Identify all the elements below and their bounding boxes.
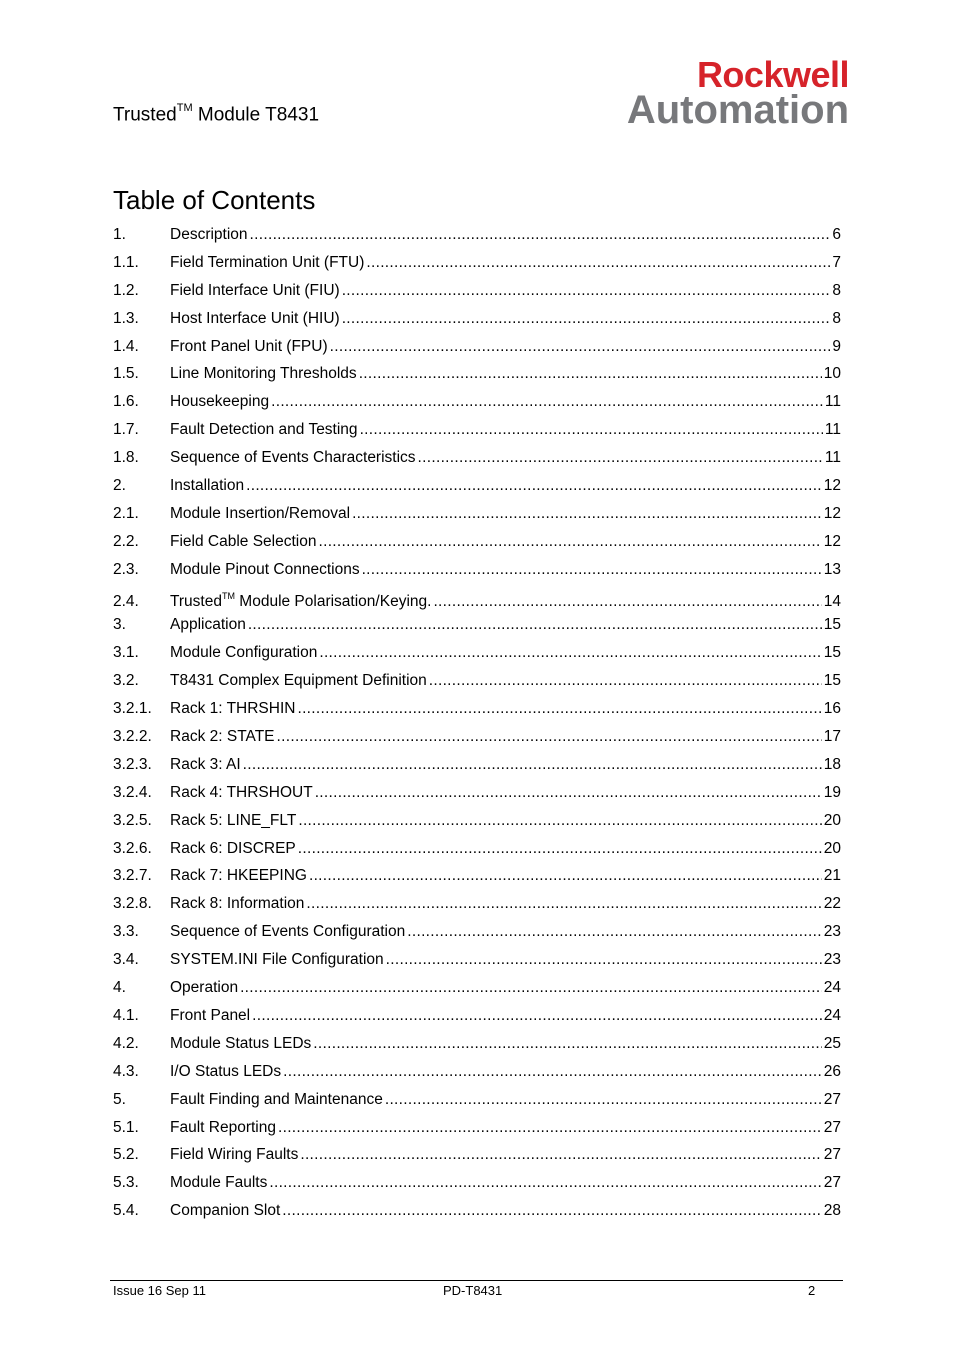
toc-entry-page: 9 [832, 337, 841, 355]
toc-dot-leader [277, 723, 822, 751]
toc-entry-number: 1. [113, 226, 126, 243]
toc-entry-page: 26 [823, 1062, 841, 1080]
toc-entry[interactable] [113, 249, 841, 277]
toc-entry-title: Host Interface Unit (HIU) [170, 309, 340, 327]
toc-entry-number: 3.2.7. [113, 867, 152, 885]
toc-entry[interactable] [113, 611, 841, 639]
toc-entry[interactable] [113, 1030, 841, 1058]
toc-entry[interactable] [113, 277, 841, 305]
toc-entry-title: Description [170, 226, 248, 243]
toc-entry[interactable] [113, 779, 841, 807]
toc-entry-number: 2.2. [113, 532, 139, 550]
toc-entry-title: Field Termination Unit (FTU) [170, 253, 365, 271]
toc-entry-page: 25 [823, 1034, 841, 1052]
toc-entry-title: Rack 5: LINE_FLT [170, 811, 297, 829]
toc-dot-leader [385, 1086, 822, 1114]
toc-dot-leader [269, 1169, 821, 1197]
toc-entry[interactable] [113, 835, 841, 863]
trademark-mark: TM [221, 590, 235, 601]
toc-entry-page: 11 [824, 421, 841, 439]
toc-entry-page: 15 [823, 672, 841, 690]
toc-entry[interactable] [113, 1086, 841, 1114]
toc-entry[interactable] [113, 1169, 841, 1197]
toc-entry[interactable] [113, 751, 841, 779]
toc-entry-number: 1.8. [113, 449, 139, 467]
toc-dot-leader [366, 249, 830, 277]
toc-entry-page: 11 [824, 449, 841, 467]
toc-dot-leader [252, 1002, 822, 1030]
toc-entry-number: 3.2.8. [113, 895, 152, 913]
toc-entry-page: 8 [832, 309, 841, 327]
toc-entry[interactable] [113, 221, 841, 249]
toc-dot-leader [250, 221, 831, 249]
toc-entry-page: 24 [823, 1006, 841, 1024]
toc-entry-page: 23 [823, 923, 841, 941]
toc-dot-leader [386, 946, 822, 974]
toc-entry-page: 13 [823, 560, 841, 578]
toc-entry-number: 1.7. [113, 421, 139, 439]
toc-entry-title: Rack 8: Information [170, 895, 305, 913]
toc-entry-title: Fault Detection and Testing [170, 421, 358, 439]
toc-entry-title-prefix: Trusted [170, 592, 222, 610]
toc-entry-title: Housekeeping [170, 393, 270, 411]
toc-entry-title: Line Monitoring Thresholds [170, 365, 357, 383]
toc-dot-leader [318, 528, 821, 556]
toc-dot-leader [298, 835, 822, 863]
toc-entry-title: T8431 Complex Equipment Definition [170, 672, 427, 690]
toc-entry-title: Companion Slot [170, 1202, 281, 1220]
toc-entry[interactable] [113, 556, 841, 584]
toc-entry-title: Module Insertion/Removal [170, 504, 351, 522]
toc-entry-number: 5. [113, 1090, 126, 1108]
toc-dot-leader [360, 416, 823, 444]
toc-dot-leader [246, 472, 822, 500]
toc-entry-number: 3.2.3. [113, 755, 152, 773]
toc-entry-title: Front Panel Unit (FPU) [170, 337, 328, 355]
toc-entry-page: 12 [823, 532, 841, 550]
document-title [113, 98, 319, 127]
toc-entry-number: 1.4. [113, 337, 139, 355]
trademark-mark: TM [176, 102, 193, 114]
toc-entry-title: Field Cable Selection [170, 532, 317, 550]
toc-dot-leader [282, 1197, 821, 1225]
toc-entry[interactable] [113, 862, 841, 890]
toc-heading: Table of Contents [113, 185, 316, 215]
toc-dot-leader [429, 667, 822, 695]
toc-entry[interactable] [113, 333, 841, 361]
toc-entry[interactable] [113, 1058, 841, 1086]
toc-entry-number: 1.5. [113, 365, 139, 383]
toc-entry-number: 4.2. [113, 1034, 139, 1052]
toc-entry-page: 28 [823, 1202, 841, 1220]
toc-entry-page: 6 [832, 226, 841, 243]
toc-entry-page: 12 [823, 477, 841, 495]
toc-dot-leader [315, 779, 822, 807]
toc-entry-page: 15 [823, 644, 841, 662]
toc-dot-leader [407, 918, 822, 946]
toc-dot-leader [352, 500, 822, 528]
toc-entry-number: 1.6. [113, 393, 139, 411]
toc-entry-title: Installation [170, 477, 245, 495]
toc-entry-page: 20 [823, 839, 841, 857]
toc-dot-leader [278, 1114, 822, 1142]
toc-entry-number: 3.2. [113, 672, 139, 690]
toc-entry-title: Fault Finding and Maintenance [170, 1090, 383, 1108]
toc-entry-page: 14 [823, 592, 841, 610]
toc-entry-number: 2.4. [113, 592, 139, 610]
toc-entry[interactable] [113, 946, 841, 974]
toc-entry-number: 4.1. [113, 1006, 139, 1024]
toc-dot-leader [418, 444, 823, 472]
footer-divider [110, 1280, 843, 1281]
toc-entry-page: 18 [823, 755, 841, 773]
toc-entry[interactable] [113, 807, 841, 835]
toc-entry-title: Module Faults [170, 1174, 268, 1192]
toc-entry-page: 16 [823, 700, 841, 718]
table-of-contents [113, 221, 841, 1225]
toc-entry[interactable] [113, 584, 841, 612]
toc-entry-number: 5.2. [113, 1146, 139, 1164]
toc-entry[interactable] [113, 388, 841, 416]
toc-entry-number: 5.3. [113, 1174, 139, 1192]
toc-dot-leader [283, 1058, 822, 1086]
toc-entry-number: 1.1. [113, 253, 139, 271]
footer-issue: Issue 16 Sep 11 [113, 1283, 206, 1298]
toc-entry-page: 21 [823, 867, 841, 885]
toc-entry-number: 1.3. [113, 309, 139, 327]
toc-entry[interactable] [113, 918, 841, 946]
toc-entry-number: 5.1. [113, 1118, 139, 1136]
toc-entry-title: Front Panel [170, 1006, 251, 1024]
toc-entry-title: Module Status LEDs [170, 1034, 312, 1052]
toc-entry-title: Fault Reporting [170, 1118, 276, 1136]
toc-entry[interactable] [113, 639, 841, 667]
toc-entry[interactable] [113, 667, 841, 695]
toc-dot-leader [309, 862, 822, 890]
toc-entry-number: 2.1. [113, 504, 139, 522]
toc-entry-number: 3.2.5. [113, 811, 152, 829]
toc-entry-title: Rack 1: THRSHIN [170, 700, 296, 718]
toc-dot-leader [271, 388, 823, 416]
toc-entry[interactable] [113, 1002, 841, 1030]
logo-line-rockwell: Rockwell [696, 54, 849, 95]
rockwell-automation-logo [592, 54, 849, 132]
logo-line-automation: Automation [626, 88, 849, 132]
toc-entry-title: Rack 7: HKEEPING [170, 867, 307, 885]
toc-entry-page: 27 [823, 1090, 841, 1108]
toc-entry-title: Rack 4: THRSHOUT [170, 783, 313, 801]
toc-entry-title: Sequence of Events Characteristics [170, 449, 416, 467]
toc-entry-title: Rack 2: STATE [170, 728, 275, 746]
toc-entry[interactable] [113, 305, 841, 333]
toc-entry-page: 23 [823, 951, 841, 969]
document-title-prefix: Trusted [113, 104, 177, 126]
document-title-suffix: Module T8431 [192, 104, 320, 126]
toc-entry[interactable] [113, 723, 841, 751]
toc-entry[interactable] [113, 360, 841, 388]
toc-entry[interactable] [113, 1141, 841, 1169]
toc-entry-page: 19 [823, 783, 841, 801]
toc-entry-page: 8 [832, 281, 841, 299]
toc-entry-number: 3. [113, 616, 126, 634]
toc-entry[interactable] [113, 472, 841, 500]
toc-entry[interactable] [113, 416, 841, 444]
toc-entry-number: 3.1. [113, 644, 139, 662]
toc-dot-leader [342, 305, 831, 333]
footer-page-number: 2 [808, 1283, 816, 1298]
toc-dot-leader [300, 1141, 821, 1169]
toc-dot-leader [359, 360, 822, 388]
toc-entry-number: 4. [113, 979, 126, 997]
toc-dot-leader [313, 1030, 821, 1058]
toc-dot-leader [298, 807, 821, 835]
toc-entry-title: Rack 3: AI [170, 755, 241, 773]
toc-dot-leader [297, 695, 821, 723]
toc-dot-leader [330, 333, 831, 361]
toc-entry-number: 2. [113, 477, 126, 495]
toc-dot-leader [319, 639, 821, 667]
toc-entry-title: I/O Status LEDs [170, 1062, 282, 1080]
toc-entry-number: 4.3. [113, 1062, 139, 1080]
toc-entry[interactable] [113, 444, 841, 472]
toc-entry-number: 3.2.1. [113, 700, 152, 718]
toc-entry-page: 17 [823, 728, 841, 746]
toc-entry-page: 12 [823, 504, 841, 522]
toc-entry-page: 27 [823, 1118, 841, 1136]
toc-entry[interactable] [113, 890, 841, 918]
toc-entry-title: Module Configuration [170, 644, 318, 662]
toc-entry-number: 3.2.4. [113, 783, 152, 801]
toc-entry[interactable] [113, 1114, 841, 1142]
toc-entry-title: SYSTEM.INI File Configuration [170, 951, 384, 969]
toc-entry-page: 7 [832, 253, 841, 271]
toc-entry-title: Operation [170, 979, 239, 997]
toc-entry[interactable] [113, 500, 841, 528]
toc-dot-leader [342, 277, 831, 305]
toc-dot-leader [362, 556, 822, 584]
toc-entry[interactable] [113, 974, 841, 1002]
toc-entry[interactable] [113, 528, 841, 556]
toc-entry-page: 22 [823, 895, 841, 913]
toc-entry-number: 3.2.2. [113, 728, 152, 746]
footer-document-id: PD-T8431 [443, 1283, 503, 1298]
toc-entry-page: 27 [823, 1174, 841, 1192]
toc-entry[interactable] [113, 695, 841, 723]
toc-entry-page: 20 [823, 811, 841, 829]
toc-entry-title: Application [170, 616, 246, 634]
toc-entry-number: 2.3. [113, 560, 139, 578]
toc-dot-leader [306, 890, 821, 918]
toc-entry-title: Field Wiring Faults [170, 1146, 299, 1164]
toc-entry-number: 3.2.6. [113, 839, 152, 857]
toc-entry-page: 11 [824, 393, 841, 411]
toc-entry-number: 1.2. [113, 281, 139, 299]
toc-entry[interactable] [113, 1197, 841, 1225]
toc-entry-page: 15 [823, 616, 841, 634]
toc-entry-title: Field Interface Unit (FIU) [170, 281, 340, 299]
toc-entry-number: 3.4. [113, 951, 139, 969]
toc-entry-number: 5.4. [113, 1202, 139, 1220]
toc-dot-leader [240, 974, 822, 1002]
toc-dot-leader [243, 751, 822, 779]
toc-dot-leader [248, 611, 822, 639]
toc-entry-page: 10 [823, 365, 841, 383]
toc-entry-title: Rack 6: DISCREP [170, 839, 296, 857]
toc-entry-title-suffix: Module Polarisation/Keying. [234, 592, 432, 610]
toc-entry-title: Module Pinout Connections [170, 560, 360, 578]
toc-entry-number: 3.3. [113, 923, 139, 941]
toc-entry-page: 27 [823, 1146, 841, 1164]
toc-entry-title: Sequence of Events Configuration [170, 923, 406, 941]
toc-entry-page: 24 [823, 979, 841, 997]
